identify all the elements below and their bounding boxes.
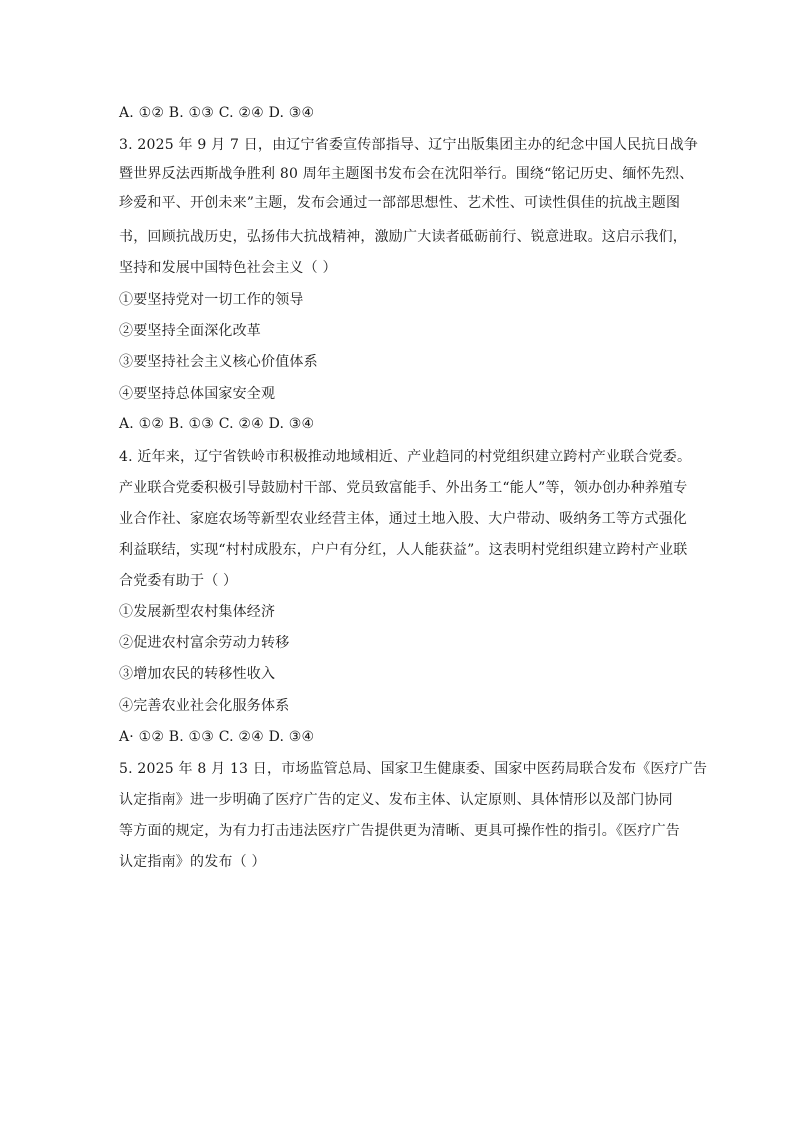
q3-stem-line: 暨世界反法西斯战争胜利 80 周年主题图书发布会在沈阳举行。围绕“铭记历史、缅怀先烈、: [119, 166, 694, 182]
q5-stem-line: 等方面的规定，为有力打击违法医疗广告提供更为清晰、更具可操作性的指引。《医疗广告: [119, 823, 680, 839]
q2-answer-choices: A. ①② B. ①③ C. ②④ D. ③④: [119, 105, 315, 121]
q3-stem-line: 3. 2025 年 9 月 7 日，由辽宁省委宣传部指导、辽宁出版集团主办的纪念中国人民抗日战争: [119, 137, 699, 153]
q4-option-1: ①发展新型农村集体经济: [119, 604, 276, 620]
q3-stem-line: 书，回顾抗战历史，弘扬伟大抗战精神，激励广大读者砥砺前行、锐意进取。这启示我们，: [119, 229, 687, 245]
q3-option-1: ①要坚持党对一切工作的领导: [119, 292, 304, 308]
q4-option-3: ③增加农民的转移性收入: [119, 666, 276, 682]
q4-option-2: ②促进农村富余劳动力转移: [119, 635, 290, 651]
q4-stem-line: 合党委有助于（ ）: [119, 573, 238, 589]
q3-answer-choices: A. ①② B. ①③ C. ②④ D. ③④: [119, 416, 315, 432]
q5-stem-line: 5. 2025 年 8 月 13 日，市场监管总局、国家卫生健康委、国家中医药局联合发布《医疗广告: [119, 761, 708, 777]
q3-option-2: ②要坚持全面深化改革: [119, 323, 261, 339]
q3-stem-line: 坚持和发展中国特色社会主义（ ）: [119, 260, 337, 276]
q4-stem-line: 4. 近年来，辽宁省铁岭市积极推动地域相近、产业趋同的村党组织建立跨村产业联合党委。: [119, 449, 692, 465]
q5-stem-line: 认定指南》进一步明确了医疗广告的定义、发布主体、认定原则、具体情形以及部门协同: [119, 792, 673, 808]
q4-option-4: ④完善农业社会化服务体系: [119, 698, 290, 714]
q5-stem-line: 认定指南》的发布（ ）: [119, 854, 266, 870]
q4-stem-line: 利益联结，实现“村村成股东，户户有分红，人人能获益”。这表明村党组织建立跨村产业联: [119, 542, 688, 558]
q3-option-4: ④要坚持总体国家安全观: [119, 386, 276, 402]
q3-stem-line: 珍爱和平、开创未来”主题，发布会通过一部部思想性、艺术性、可读性俱佳的抗战主题图: [119, 195, 681, 211]
q4-stem-line: 产业联合党委积极引导鼓励村干部、党员致富能手、外出务工“能人”等，领办创办种养殖专: [119, 480, 688, 496]
q3-option-3: ③要坚持社会主义核心价值体系: [119, 354, 318, 370]
q4-answer-choices: A· ①② B. ①③ C. ②④ D. ③④: [119, 729, 315, 745]
q4-stem-line: 业合作社、家庭农场等新型农业经营主体，通过土地入股、大户带动、吸纳务工等方式强化: [119, 511, 687, 527]
